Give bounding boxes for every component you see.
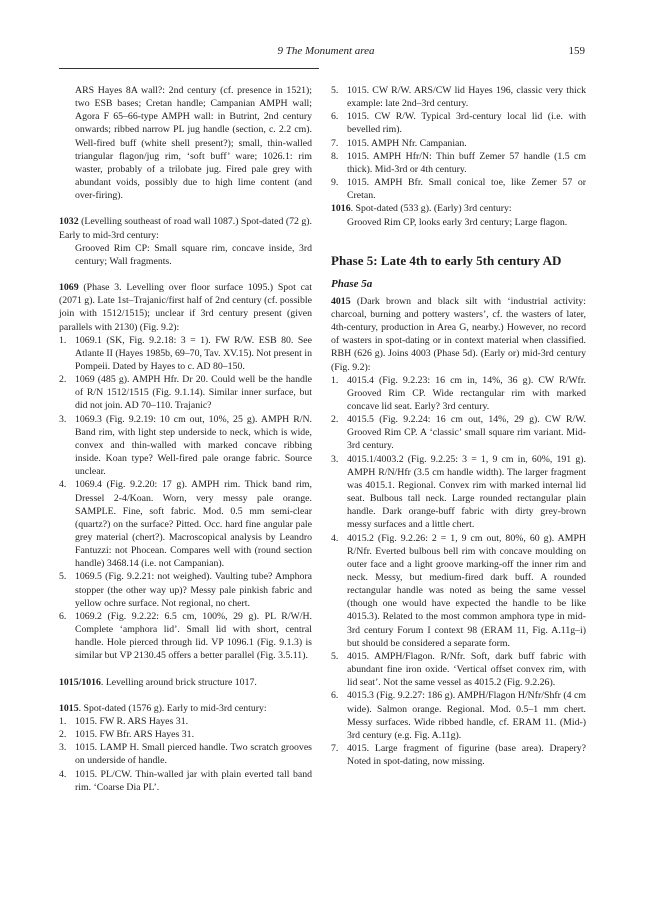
list-item: 5. 1015. CW R/W. ARS/CW lid Hayes 196, classic very thick example: late 2nd–3rd century.: [331, 85, 586, 110]
entry-text: 1016. Spot-dated (533 g). (Early) 3rd century:: [331, 203, 512, 215]
list-item: 3. 4015.1/4003.2 (Fig. 9.2.25: 3 = 1, 9 cm in, 60%, 191 g). AMPH R/N/Hfr (3.5 cm handle width). The larger fragment was 4015.1. Regional. Convex rim with marked internal lid seat. Bulbous tall neck. Large rounded rectangular plain handle. Dark orange-buff fabric with dirty grey-brown messy surfaces and a little chert.: [331, 453, 586, 531]
context-number: 1032: [59, 216, 79, 228]
chapter-title: 9 The Monument area: [277, 45, 375, 57]
page-number: 159: [568, 45, 585, 57]
list-item: 4. 4015.2 (Fig. 9.2.26: 2 = 1, 9 cm out, 80%, 60 g). AMPH R/Nfr. Everted bulbous bell rim with concave moulding on outer face and a light groove marking-off the inner rim and neck. Messy, but medium-fired dark buff. A rounded rectangular handle was noted as being the same vessel (though one would have expected the handle to be like 4015.3). Related to the most common amphora type in mid-3rd century Forum I context 98 (ERAM 11, Fig. A.11g–i) but should be considered a separate form.: [331, 532, 586, 649]
list-item: 1. 4015.4 (Fig. 9.2.23: 16 cm in, 14%, 36 g). CW R/Wfr. Grooved Rim CP. Wide rectangular rim with marked concave lid seat. Early? 3rd century.: [331, 374, 586, 412]
context-number: 1015/1016: [59, 676, 101, 688]
list-item: 5. 1069.5 (Fig. 9.2.21: not weighed). Vaulting tube? Amphora stopper (the other way up)? Messy pale pinkish fabric and yellow ochre surface. Not regional, no chert.: [59, 571, 312, 609]
list-item: 9. 1015. AMPH Bfr. Small conical toe, like Zemer 57 or Cretan.: [331, 177, 586, 202]
entry-detail: Grooved Rim CP, looks early 3rd century; Large flagon.: [347, 216, 568, 228]
header-rule: [59, 68, 319, 69]
context-number: 1015: [59, 702, 79, 714]
item-list-continued: [331, 84, 586, 202]
list-item: 2. 1015. FW Bfr. ARS Hayes 31.: [59, 729, 195, 741]
entry-text: 1069 (Phase 3. Levelling over floor surface 1095.) Spot cat (2071 g). Late 1st–Trajanic/first half of 2nd century (cf. possible join with 1512/1515); unclear if 3rd century present (given parallels with 2130) (Fig. 9.2):: [59, 282, 312, 333]
left-column: [59, 84, 312, 794]
list-item: 7. 4015. Large fragment of figurine (base area). Drapery? Noted in spot-dating, now missing.: [331, 743, 586, 768]
entry-4015: [331, 295, 586, 769]
list-item: 2. 1069 (485 g). AMPH Hfr. Dr 20. Could well be the handle of R/N 1512/1515 (Fig. 9.1.14). Similar inner surface, but did not join. AD 70–110. Trajanic?: [59, 374, 312, 412]
list-item: 6. 4015.3 (Fig. 9.2.27: 186 g). AMPH/Flagon H/Nfr/Shfr (4 cm wide). Salmon orange. Regional. Mod. 0.5–1 mm chert. Messy surfaces. Wide ribbed handle, cf. ERAM 11. (Mid-) 3rd century (e.g. Fig. A.11g).: [331, 690, 586, 741]
right-column: [331, 84, 586, 768]
entry-1032: [59, 215, 312, 268]
context-number: 1016: [331, 203, 351, 215]
context-number: 1069: [59, 282, 79, 294]
list-item: 7. 1015. AMPH Nfr. Campanian.: [331, 137, 467, 149]
context-number: 4015: [331, 295, 351, 307]
list-item: 4. 1069.4 (Fig. 9.2.20: 17 g). AMPH rim. Thick band rim, Dressel 2-4/Koan. Worn, very messy pale orange. SAMPLE. Fine, soft fabric. Mod. 0.5 mm semi-clear (quartz?) on the surface? Pitted. Occ. hard fine angular pale grey material (chert?). Macroscopical analysis by Leandro Fantuzzi: not Phocean. Compares well with (round section handle) 3468.14 (i.e. not Campanian).: [59, 479, 312, 570]
list-item: 1. 1015. FW R. ARS Hayes 31.: [59, 715, 189, 727]
list-item: 3. 1069.3 (Fig. 9.2.19: 10 cm out, 10%, 25 g). AMPH R/N. Band rim, with light step underside to neck, which is wide, convex and thin-walled with marked concave ribbing inside. Koan type? Well-fired pale orange fabric. Source unclear.: [59, 413, 312, 478]
entry-1015-1016: [59, 676, 312, 689]
entry-text: 1015/1016. Levelling around brick structure 1017.: [59, 676, 257, 688]
phase-heading: Phase 5: Late 4th to early 5th century AD: [331, 252, 562, 268]
continued-paragraph: ARS Hayes 8A wall?: 2nd century (cf. presence in 1521); two ESB bases; Cretan handle; Campanian AMPH wall; Agora F 65–66-type AMPH wall: in Butrint, 2nd century onwards; ribbed narrow PL jug handle (section, c. 2.2 cm). Well-fired buff (white shell present?); small, thin-walled triangular flagon/jug rim, ‘soft buff’ ware; 1026.1: rim waster, probably of a trilobate jug. Fired pale grey with abundant voids, possibly due to high lime content (and over-firing).: [75, 85, 312, 202]
list-item: 4. 1015. PL/CW. Thin-walled jar with plain everted tall band rim. ‘Coarse Dia PL’.: [59, 768, 312, 793]
subphase-heading: Phase 5a: [331, 277, 373, 290]
list-item: 3. 1015. LAMP H. Small pierced handle. Two scratch grooves on underside of handle.: [59, 742, 312, 767]
list-item: 2. 4015.5 (Fig. 9.2.24: 16 cm out, 14%, 29 g). CW R/W. Grooved Rim CP. A ‘classic’ small square rim variant. Mid-3rd century.: [331, 414, 586, 452]
entry-1069: [59, 281, 312, 663]
entry-detail: Grooved Rim CP: Small square rim, concave inside, 3rd century; Wall fragments.: [75, 242, 312, 267]
list-item: 1. 1069.1 (SK, Fig. 9.2.18: 3 = 1). FW R/W. ESB 80. See Atlante II (Hayes 1985b, 69–70, Tav. XV.15). Not present in Pompeii. Dated by Hayes to c. AD 80–150.: [59, 334, 312, 372]
list-item: 6. 1015. CW R/W. Typical 3rd-century local lid (i.e. with bevelled rim).: [331, 111, 586, 136]
entry-text: 4015 (Dark brown and black silt with ‘industrial activity: charcoal, burning and pottery wasters’, cf. the wasters of later, 4th-century, production in Area G, nearby.) However, no record of wasters in spot-dating or in context material when classified. RBH (626 g). Joins 4003 (Phase 5d). (Early or) mid-3rd century (Fig. 9.2):: [331, 295, 586, 373]
entry-1016: [331, 202, 586, 228]
item-list: [331, 374, 586, 769]
entry-text: 1015. Spot-dated (1576 g). Early to mid-3rd century:: [59, 702, 267, 714]
entry-1015: [59, 702, 312, 794]
list-item: 8. 1015. AMPH Hfr/N: Thin buff Zemer 57 handle (1.5 cm thick). Mid-3rd or 4th century.: [331, 150, 586, 175]
list-item: 5. 4015. AMPH/Flagon. R/Nfr. Soft, dark buff fabric with abundant fine iron oxide. ‘Vertical offset convex rim, with lid seat’. Not the same vessel as 4015.2 (Fig. 9.2.26).: [331, 650, 586, 689]
list-item: 6. 1069.2 (Fig. 9.2.22: 6.5 cm, 100%, 29 g). PL R/W/H. Complete ‘amphora lid’. Small lid with short, central handle. Hole pierced through lid. VP 1096.1 (Fig. 9.1.3) is similar but VP 2130.45 offers a better parallel (Fig. 3.5.11).: [59, 610, 312, 662]
entry-text: 1032 (Levelling southeast of road wall 1087.) Spot-dated (72 g). Early to mid-3rd century:: [59, 216, 312, 241]
item-list: [59, 715, 312, 794]
running-head: [59, 45, 593, 61]
item-list: [59, 334, 312, 663]
